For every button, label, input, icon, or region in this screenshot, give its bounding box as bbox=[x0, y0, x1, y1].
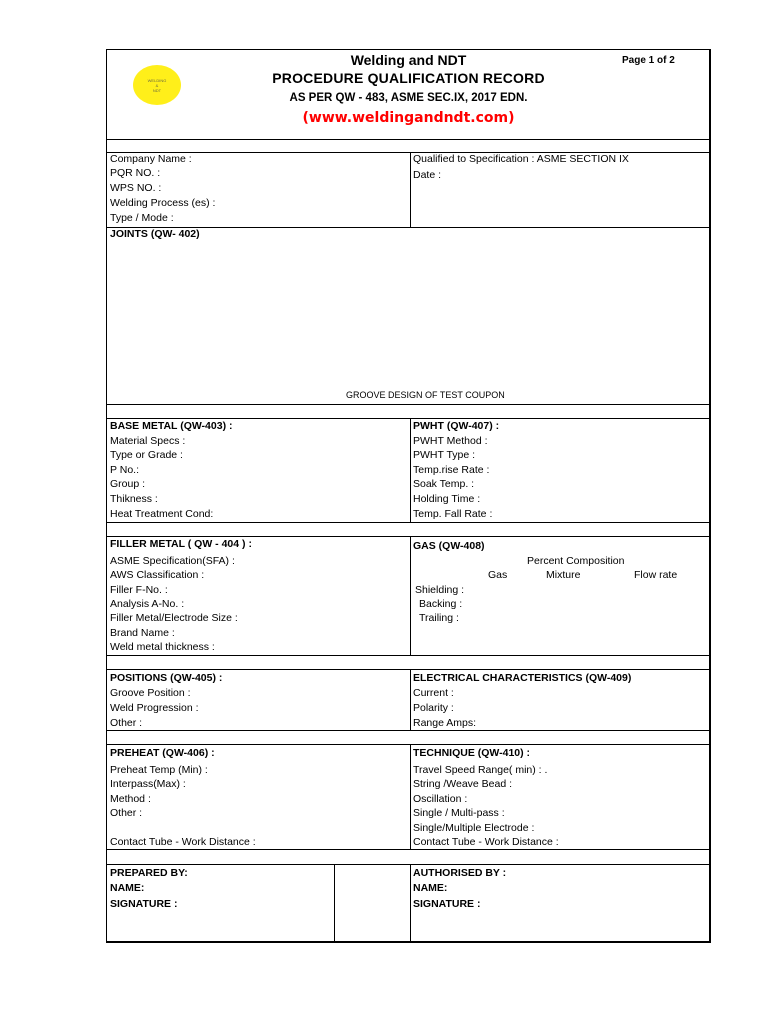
flow-rate-column-header: Flow rate bbox=[634, 569, 678, 581]
column-divider bbox=[410, 418, 411, 522]
shielding-label: Shielding : bbox=[415, 584, 465, 596]
pwht-type-label: PWHT Type : bbox=[413, 449, 476, 461]
temp-rise-label: Temp.rise Rate : bbox=[413, 464, 490, 476]
logo-text-2: & bbox=[155, 82, 159, 88]
column-divider bbox=[410, 864, 411, 942]
org-name: Welding and NDT bbox=[350, 52, 467, 68]
analysis-a-no-label: Analysis A-No. : bbox=[110, 598, 185, 610]
method-label: Method : bbox=[110, 793, 151, 805]
filler-metal-title: FILLER METAL ( QW - 404 ) : bbox=[110, 538, 252, 550]
technique-title: TECHNIQUE (QW-410) : bbox=[413, 747, 531, 759]
website-link[interactable]: (www.weldingandndt.com) bbox=[302, 110, 515, 126]
asme-spec-label: ASME Specification(SFA) : bbox=[110, 555, 235, 567]
thickness-label: Thikness : bbox=[110, 493, 158, 505]
preheat-contact-tube-label: Contact Tube - Work Distance : bbox=[110, 836, 256, 848]
gas-title: GAS (QW-408) bbox=[413, 540, 485, 552]
divider bbox=[106, 522, 711, 523]
multiple-electrode-label: Single/Multiple Electrode : bbox=[413, 822, 535, 834]
logo-text-3: NDT bbox=[152, 87, 162, 93]
group-label: Group : bbox=[110, 478, 146, 490]
company-name-label: Company Name : bbox=[110, 153, 192, 165]
form-border bbox=[106, 49, 711, 943]
base-metal-title: BASE METAL (QW-403) : bbox=[110, 420, 233, 432]
trailing-label: Trailing : bbox=[419, 612, 459, 624]
column-divider bbox=[410, 744, 411, 849]
authorised-by-label: AUTHORISED BY : bbox=[413, 867, 507, 879]
interpass-label: Interpass(Max) : bbox=[110, 778, 186, 790]
pqr-no-label: PQR NO. : bbox=[110, 167, 161, 179]
groove-design-caption: GROOVE DESIGN OF TEST COUPON bbox=[346, 390, 505, 400]
type-mode-label: Type / Mode : bbox=[110, 212, 174, 224]
divider bbox=[106, 730, 711, 731]
polarity-label: Polarity : bbox=[413, 702, 454, 714]
preheat-title: PREHEAT (QW-406) : bbox=[110, 747, 215, 759]
prepared-by-label: PREPARED BY: bbox=[110, 867, 188, 879]
logo-text-1: WELDING bbox=[147, 77, 167, 83]
brand-name-label: Brand Name : bbox=[110, 627, 175, 639]
authorised-signature-label: SIGNATURE : bbox=[413, 898, 481, 910]
percent-composition-label: Percent Composition bbox=[527, 555, 625, 567]
type-grade-label: Type or Grade : bbox=[110, 449, 183, 461]
travel-speed-label: Travel Speed Range( min) : . bbox=[413, 764, 548, 776]
electrode-size-label: Filler Metal/Electrode Size : bbox=[110, 612, 238, 624]
current-label: Current : bbox=[413, 687, 454, 699]
filler-f-no-label: Filler F-No. : bbox=[110, 584, 168, 596]
oscillation-label: Oscillation : bbox=[413, 793, 468, 805]
divider bbox=[106, 655, 711, 656]
backing-label: Backing : bbox=[419, 598, 463, 610]
prepared-signature-label: SIGNATURE : bbox=[110, 898, 178, 910]
pwht-method-label: PWHT Method : bbox=[413, 435, 488, 447]
prepared-name-label: NAME: bbox=[110, 882, 145, 894]
aws-class-label: AWS Classification : bbox=[110, 569, 205, 581]
multi-pass-label: Single / Multi-pass : bbox=[413, 807, 505, 819]
groove-position-label: Groove Position : bbox=[110, 687, 191, 699]
weld-thickness-label: Weld metal thickness : bbox=[110, 641, 215, 653]
divider bbox=[106, 404, 711, 405]
divider bbox=[106, 864, 711, 865]
string-weave-label: String /Weave Bead : bbox=[413, 778, 513, 790]
range-amps-label: Range Amps: bbox=[413, 717, 477, 729]
welding-process-label: Welding Process (es) : bbox=[110, 197, 216, 209]
authorised-name-label: NAME: bbox=[413, 882, 448, 894]
divider bbox=[106, 744, 711, 745]
technique-contact-tube-label: Contact Tube - Work Distance : bbox=[413, 836, 559, 848]
column-divider bbox=[334, 864, 335, 942]
page-title: PROCEDURE QUALIFICATION RECORD bbox=[272, 70, 545, 86]
column-divider bbox=[410, 536, 411, 655]
soak-temp-label: Soak Temp. : bbox=[413, 478, 475, 490]
divider bbox=[106, 139, 711, 140]
date-label: Date : bbox=[413, 169, 442, 181]
preheat-other-label: Other : bbox=[110, 807, 143, 819]
column-divider bbox=[410, 152, 411, 227]
positions-other-label: Other : bbox=[110, 717, 143, 729]
pwht-title: PWHT (QW-407) : bbox=[413, 420, 500, 432]
holding-time-label: Holding Time : bbox=[413, 493, 481, 505]
electrical-title: ELECTRICAL CHARACTERISTICS (QW-409) bbox=[413, 672, 632, 684]
mixture-column-header: Mixture bbox=[546, 569, 581, 581]
page-number: Page 1 of 2 bbox=[622, 55, 675, 66]
divider bbox=[106, 849, 711, 850]
joints-title: JOINTS (QW- 402) bbox=[110, 228, 200, 240]
column-divider bbox=[410, 669, 411, 730]
preheat-temp-label: Preheat Temp (Min) : bbox=[110, 764, 208, 776]
page-subtitle: AS PER QW - 483, ASME SEC.IX, 2017 EDN. bbox=[289, 92, 528, 104]
p-no-label: P No.: bbox=[110, 464, 139, 476]
temp-fall-label: Temp. Fall Rate : bbox=[413, 508, 493, 520]
weld-progression-label: Weld Progression : bbox=[110, 702, 199, 714]
material-specs-label: Material Specs : bbox=[110, 435, 186, 447]
wps-no-label: WPS NO. : bbox=[110, 182, 162, 194]
qualified-spec-label: Qualified to Specification : ASME SECTION IX bbox=[413, 153, 629, 165]
gas-column-header: Gas bbox=[488, 569, 508, 581]
positions-title: POSITIONS (QW-405) : bbox=[110, 672, 223, 684]
heat-treatment-label: Heat Treatment Cond: bbox=[110, 508, 214, 520]
divider bbox=[106, 669, 711, 670]
